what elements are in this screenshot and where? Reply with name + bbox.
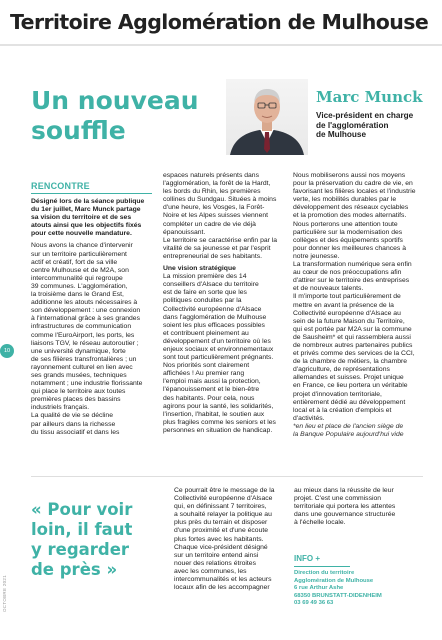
- contact-line: Agglomération de Mulhouse: [294, 577, 374, 584]
- body-line: liaisons TGV, le réseau autoroutier ;: [31, 339, 139, 347]
- body-line: d'une proximité et d'une écoute: [174, 527, 269, 535]
- body-line: compléter un cadre de vie déjà: [163, 220, 256, 228]
- body-line: vitalité de sa jeunesse et par l'esprit: [163, 244, 271, 252]
- body-line: enjeux sociaux et environnementaux: [163, 345, 274, 353]
- body-line: 39 communes. L'agglomération,: [31, 282, 128, 290]
- body-line: Il m'importe tout particulièrement de: [293, 293, 401, 301]
- body-line: collèges et des équipements sportifs: [293, 236, 403, 244]
- body-line: particulière sur la modernisation des: [293, 228, 403, 236]
- body-column-4: [174, 487, 286, 592]
- body-column-3: [293, 172, 423, 439]
- info-label: INFO +: [294, 554, 321, 563]
- body-line: verte, les mobilités durables par le: [293, 196, 397, 204]
- body-line: Nos priorités sont clairement: [163, 362, 250, 370]
- body-line: projet d'innovation territoriale,: [293, 390, 382, 398]
- body-line: affichées ! Au premier rang: [163, 370, 245, 378]
- info-divider: [294, 566, 350, 567]
- contact-line: 03 69 49 36 63: [294, 600, 334, 607]
- body-line: territoriale qui portera les attentes: [294, 503, 396, 511]
- body-line: les bords du Rhin, les premières: [163, 188, 261, 196]
- body-line: conseillers d'Alsace du territoire: [163, 281, 259, 289]
- body-line: Collectivité européenne d'Alsace: [174, 495, 273, 503]
- body-line: développement d'un territoire où les: [163, 337, 271, 345]
- body-line: ses grands musées, techniques: [31, 371, 127, 379]
- body-line: l'insertion, l'habitat, le soutien aux: [163, 410, 265, 418]
- body-line: épanouissant.: [163, 228, 206, 236]
- contact-line: 68350 BRUNSTATT-DIDENHEIM: [294, 592, 382, 599]
- contact-block: [294, 570, 424, 608]
- footnote-caption: *en lieu et place de l'ancien siège de: [293, 422, 404, 430]
- body-line: Chaque vice-président désigné: [174, 543, 268, 551]
- body-line: du tissu associatif et dans les: [31, 428, 120, 436]
- body-line: de la chambre de métiers, la chambre: [293, 358, 408, 366]
- body-line: intercommunalités et les acteurs: [174, 576, 272, 584]
- portrait-illustration: [226, 79, 308, 155]
- body-line: son développement : une connexion: [31, 307, 141, 315]
- body-line: à l'échelle locale.: [294, 519, 346, 527]
- body-line: sur un territoire particulièrement: [31, 250, 127, 258]
- body-line: d'agriculture, de représentations: [293, 366, 390, 374]
- intro-line: pour cette nouvelle mandature.: [31, 230, 132, 238]
- page-number-badge: 10: [0, 344, 14, 358]
- body-line: qui est portée par M2A sur la commune: [293, 325, 412, 333]
- body-line: à l'international grâce à ses grandes: [31, 315, 140, 323]
- issue-date: OCTOBRE 2021: [2, 574, 7, 612]
- body-line: et contribuent pleinement au: [163, 329, 249, 337]
- intro-line: atouts ainsi que les objectifs fixés: [31, 222, 142, 230]
- body-line: de ses filières transfrontalières ; un: [31, 355, 137, 363]
- body-line: sont tout particulièrement prégnants.: [163, 354, 274, 362]
- body-line: et la promotion des modes alternatifs.: [293, 212, 407, 220]
- body-line: comme l'EuroAirport, les ports, les: [31, 331, 135, 339]
- body-line: personnes en situation de handicap.: [163, 426, 273, 434]
- intro-line: Désigné lors de la séance publique: [31, 198, 145, 205]
- person-name: Marc Munck: [316, 88, 423, 106]
- body-line: premières places des bassins: [31, 396, 121, 404]
- body-line: qui place le territoire aux toutes: [31, 388, 126, 396]
- footnote-caption: la Banque Populaire aujourd'hui vide: [293, 431, 404, 438]
- body-line: de Sausheim* et qui rassemblera aussi: [293, 333, 411, 341]
- contact-line: 6 rue Arthur Ashe: [294, 585, 344, 592]
- body-column-1: [31, 198, 149, 437]
- body-line: La mission première des 14: [163, 273, 247, 281]
- body-line: plus fragiles comme les seniors et les: [163, 418, 276, 426]
- body-line: notamment ; une industrie florissante: [31, 380, 143, 388]
- body-line: dans l'agglomération de Mulhouse: [163, 313, 267, 321]
- body-line: par ailleurs dans la richesse: [31, 420, 116, 428]
- body-line: au mieux dans la réussite de leur: [294, 487, 394, 494]
- intro-line: du 1er juillet, Marc Munck partage: [31, 206, 141, 214]
- body-line: mettre en avant la présence de la: [293, 301, 394, 309]
- body-line: l'emploi mais aussi la protection,: [163, 378, 261, 386]
- body-line: notre jeunesse.: [293, 252, 340, 260]
- body-line: infrastructures de communication: [31, 323, 132, 331]
- body-line: soient les plus efficaces possibles: [163, 321, 265, 329]
- body-line: plus fortes avec les habitants.: [174, 535, 264, 543]
- body-line: est de faire en sorte que les: [163, 289, 247, 297]
- body-line: intercommunalité qui regroupe: [31, 274, 123, 282]
- body-line: plus près du terrain et disposer: [174, 519, 268, 527]
- body-line: la troisième dans le Grand Est,: [31, 291, 124, 299]
- body-line: local et à la création d'emplois et: [293, 406, 392, 414]
- pull-quote-line: « Pour voir: [31, 500, 133, 519]
- body-line: et privés comme des services de la CCI,: [293, 350, 415, 358]
- body-line: allemandes et suisses. Projet unique: [293, 374, 404, 382]
- person-role: [316, 111, 434, 140]
- page-header-title: Territoire Agglomération de Mulhouse: [10, 10, 429, 34]
- body-column-5: [294, 487, 426, 527]
- article-title-line: souffle: [31, 116, 126, 145]
- body-line: l'épanouissement et le bien-être: [163, 386, 260, 394]
- body-line: Nous porterons une attention toute: [293, 220, 398, 228]
- portrait-photo: [226, 79, 308, 155]
- header-divider: [0, 44, 442, 46]
- body-line: locaux afin de les accompagner: [174, 584, 270, 592]
- body-line: La transformation numérique sera enfin: [293, 261, 412, 269]
- body-line: sur un territoire entend ainsi: [174, 551, 259, 559]
- pull-quote-line: de près »: [31, 560, 118, 579]
- body-line: agirons pour la santé, les solidarités,: [163, 402, 274, 410]
- body-line: Nous mobiliserons aussi nos moyens: [293, 172, 406, 179]
- body-line: entièrement dédié au développement: [293, 398, 406, 406]
- article-title: [31, 86, 221, 146]
- bottom-divider: [31, 476, 423, 477]
- body-line: dans une gouvernance structurée: [294, 511, 396, 519]
- body-line: projet. C'est une commission: [294, 495, 382, 503]
- intro-line: sa vision du territoire et de ses: [31, 214, 132, 222]
- body-line: Le territoire se caractérise enfin par la: [163, 236, 278, 244]
- body-line: collines du Sundgau. Situées à moins: [163, 196, 277, 204]
- body-line: Ce pourrait être le message de la: [174, 487, 275, 494]
- body-line: centre Mulhouse et de M2A, son: [31, 266, 129, 274]
- body-line: de nombreux autres partenaires publics: [293, 341, 413, 349]
- pull-quote-line: y regarder: [31, 540, 130, 559]
- body-line: a souhaité relayer la politique au: [174, 511, 272, 519]
- body-column-2: [163, 172, 283, 435]
- body-line: sein de la future Maison du Territoire,: [293, 317, 405, 325]
- section-label: RENCONTRE: [31, 181, 90, 191]
- body-line: La qualité de vie se décline: [31, 412, 113, 420]
- body-line: au cœur de nos préoccupations afin: [293, 269, 402, 277]
- body-line: industriels français.: [31, 404, 90, 412]
- body-line: nouer des relations étroites: [174, 559, 256, 567]
- body-line: avec les communes, les: [174, 567, 247, 575]
- body-line: favorisant les filières locales et l'industrie: [293, 188, 416, 196]
- body-line: rayonnement culturel en lien avec: [31, 363, 133, 371]
- person-role-line: de l'agglomération: [316, 120, 389, 130]
- body-line: l'agglomération, la forêt de la Hardt,: [163, 180, 271, 188]
- pull-quote: [31, 500, 161, 580]
- article-title-line: Un nouveau: [31, 86, 199, 115]
- body-line: Collectivité européenne d'Alsace au: [293, 309, 401, 317]
- body-line: entrepreneurial de ses habitants.: [163, 252, 262, 260]
- person-role-line: Vice-président en charge: [316, 111, 414, 120]
- body-line: d'attirer sur le territoire des entreprises: [293, 277, 410, 285]
- body-line: d'activités.: [293, 414, 325, 422]
- subheading: Une vision stratégique: [163, 265, 236, 273]
- body-line: des habitants. Pour cela, nous: [163, 394, 255, 402]
- body-line: développement des réseaux cyclables: [293, 204, 409, 212]
- body-line: et de nouveaux talents.: [293, 285, 364, 293]
- body-line: une université dynamique, forte: [31, 347, 126, 355]
- body-line: qui, en définissant 7 territoires,: [174, 503, 267, 511]
- body-line: Nous avons la chance d'intervenir: [31, 242, 133, 250]
- body-line: en France, ce lieu portera un véritable: [293, 382, 408, 390]
- body-line: actif et créatif, fort de sa ville: [31, 258, 118, 266]
- person-role-line: de Mulhouse: [316, 130, 367, 139]
- body-line: Collectivité européenne d'Alsace: [163, 305, 262, 313]
- section-divider: [31, 193, 152, 194]
- body-line: Noire et les Alpes suisses viennent: [163, 212, 269, 220]
- body-line: additionne les atouts nécessaires à: [31, 299, 138, 307]
- body-line: politiques conduites par la: [163, 297, 242, 305]
- body-line: d'une heure, les Vosges, la Forêt-: [163, 204, 265, 212]
- body-line: pour donner les meilleures chances à: [293, 244, 406, 252]
- body-line: pour la préservation du cadre de vie, en: [293, 180, 413, 188]
- pull-quote-line: loin, il faut: [31, 520, 133, 539]
- contact-line: Direction du territoire: [294, 570, 355, 576]
- body-line: espaces naturels présents dans: [163, 172, 259, 179]
